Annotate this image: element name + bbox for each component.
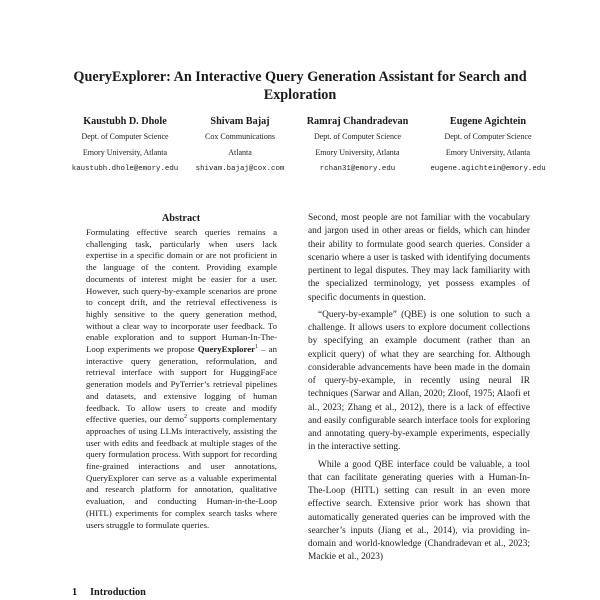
abstract-text-part1: Formulating effective search queries remains a challenging task, particularly when users lack expertise in a specific domain or are not proficient in the language of the content. Providing example documents of interest might be easier for a user. However, such query-by-example scenarios are prone to concept drift, and the retrieval effectiveness is highly sensitive to the query generation method, without a clear way to incorporate user feedback. To enable exploration and to support Human-In-The-Loop experiments we propose [86, 227, 277, 355]
body-paragraph: Second, most people are not familiar with the vocabulary and jargon used in other areas or fields, which can hinder their ability to formulate good search queries. Consider a scenario where a user is tasked with identifying documents pertinent to legal disputes. They may lack familiarity with the specialized terminology, yet possess examples of specific documents in question. [308, 213, 530, 303]
author-affiliation: Dept. of Computer Science [313, 132, 402, 141]
author-block [60, 114, 190, 177]
section-heading-introduction [72, 587, 146, 598]
footnote-marker: 2 [183, 414, 187, 421]
abstract-text-part3: supports complementary approaches of using LLMs interactively, assisting the user with edits and feedback at multiple stages of the query formulation process. With support for recording fine-grained interactions and user annotations, QueryExplorer can serve as a valuable experimental and research platform for annotation, qualitative evaluation, and conducting Human-in-the-Loop (HITL) experiments for complex search tasks where users struggle to formulate queries. [86, 414, 277, 530]
author-location: Emory University, Atlanta [315, 148, 400, 157]
body-paragraph: While a good QBE interface could be valuable, a tool that can facilitate generating queries with a Human-In-The-Loop (HITL) setting can result in an even more effective search. Extensive prior work has shown that automatically generated queries can be improved with the searcher’s inputs (Jiang et al., 2014), via providing in-domain and world-knowledge (Chandradevan et al., 2023; Mackie et al., 2023) [308, 459, 530, 563]
author-email: shivam.bajaj@cox.com [195, 165, 285, 173]
author-affiliation: Cox Communications [205, 132, 275, 141]
author-affiliation: Dept. of Computer Science [444, 132, 532, 141]
author-email: eugene.agichtein@emory.edu [430, 165, 546, 173]
abstract-text-part2: – an interactive query generation, reformulation, and retrieval interface with support for HuggingFace generation models and PyTerrier’s retrieval pipelines and datasets, and extensive logging of human feedback. To allow users to create and modify effective queries, our demo [86, 344, 278, 425]
author-affiliation: Dept. of Computer Science [81, 132, 169, 141]
system-name: QueryExplorer [197, 344, 256, 355]
author-name: Eugene Agichtein [449, 116, 527, 127]
author-email: kaustubh.dhole@emory.edu [71, 165, 179, 173]
abstract-heading: Abstract [161, 213, 201, 224]
author-block [418, 114, 558, 177]
section-title: Introduction [90, 587, 146, 598]
author-name: Shivam Bajaj [210, 116, 270, 127]
author-email: rchan31@emory.edu [319, 165, 396, 173]
author-location: Emory University, Atlanta [445, 148, 531, 157]
author-block [295, 114, 420, 177]
body-paragraph: “Query-by-example” (QBE) is one solution to such a challenge. It allows users to explore document collections by specifying an example document (rather than an explicit query) of what they are searching for. Although considerable advancements have been made in the domain of query-by-example, in recently using neural IR techniques (Sarwar and Allan, 2020; Zloof, 1975; Alaofi et al., 2023; Zhang et al., 2012), there is a lack of effective and easily configurable search interface tools for exploring and annotating query-by-example experiments, especially in the interactive setting. [308, 309, 530, 453]
section-number: 1 [72, 587, 78, 598]
abstract-body [86, 227, 277, 531]
footnote-marker: 1 [255, 344, 259, 351]
author-name: Ramraj Chandradevan [306, 116, 409, 127]
author-location: Atlanta [228, 148, 252, 157]
paper-title: QueryExplorer: An Interactive Query Generation Assistant for Search and Exploration [73, 69, 527, 103]
author-name: Kaustubh D. Dhole [83, 116, 167, 127]
right-column [308, 212, 530, 569]
abstract-paragraph [86, 227, 277, 531]
author-block [185, 114, 295, 177]
author-location: Emory University, Atlanta [82, 148, 168, 157]
